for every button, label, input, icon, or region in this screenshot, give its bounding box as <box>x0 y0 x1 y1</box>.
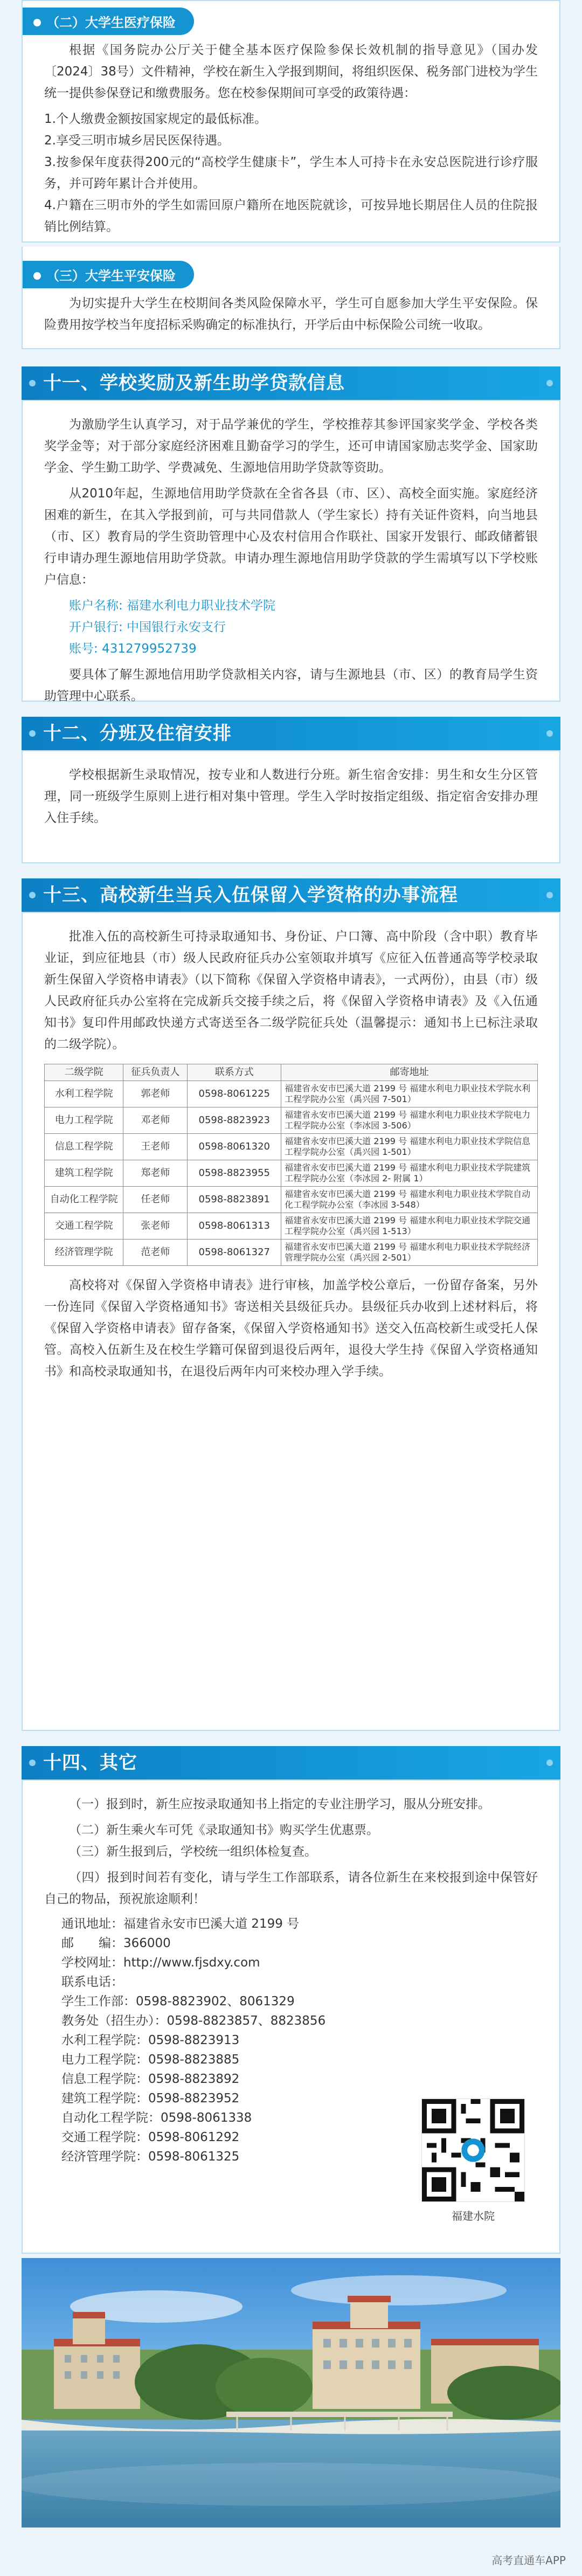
contact-person-cell: 郑老师 <box>123 1160 188 1187</box>
contact-line: 电力工程学院：0598-8823885 <box>61 2053 240 2067</box>
account-name: 账户名称: 福建水利电力职业技术学院 <box>69 599 276 613</box>
recruitment-contact-table <box>44 1064 538 1266</box>
phone-cell: 0598-8823955 <box>188 1160 281 1187</box>
loan-text: 从2010年起，生源地信用助学贷款在全省各县（市、区）、高校全面实施。家庭经济困难的新生，在其入学报到前，可与共同借款人（学生家长）持有关证件资料，向当地县（市、区）教育局的学生资助管理中心及农村信用合作联社、国家开发银行、邮政储蓄银行申请办理生源地信用助学贷款。申请办理生源地信用助学贷款的学生需填写以下学校账户信息： <box>44 487 538 587</box>
website-link[interactable]: 学校网址：http://www.fjsdxy.com <box>61 1956 260 1970</box>
table-header: 征兵负责人 <box>123 1064 188 1081</box>
contact-person-cell: 范老师 <box>123 1239 188 1266</box>
contact-person-cell: 张老师 <box>123 1213 188 1239</box>
contact-line: 学生工作部：0598-8823902、8061329 <box>61 1995 295 2009</box>
contact-line: 交通工程学院：0598-8061292 <box>61 2130 240 2144</box>
qr-caption: 福建水院 <box>452 2210 495 2222</box>
phone-cell: 0598-8061313 <box>188 1213 281 1239</box>
loan-contact-text: 要具体了解生源地信用助学贷款相关内容，请与生源地县（市、区）的教育局学生资助管理中心联系。 <box>44 668 538 703</box>
table-row <box>45 1160 538 1187</box>
section-12-card <box>22 750 560 863</box>
scholarship-text: 为激励学生认真学习，对于品学兼优的学生，学校推荐其参评国家奖学金、学校各类奖学金等；对于部分家庭经济困难且勤奋学习的学生，还可申请国家励志奖学金、国家助学金、学生勤工助学、学费减免、生源地信用助学贷款等资助。 <box>44 418 538 475</box>
contact-line: 邮 编：366000 <box>61 1936 171 1950</box>
college-cell: 信息工程学院 <box>45 1134 123 1160</box>
policy-item: 2.享受三明市城乡居民医保待遇。 <box>44 134 230 148</box>
qr-code-block <box>419 2099 527 2223</box>
policy-item: 4.户籍在三明市外的学生如需回原户籍所在地医院就诊，可按异地长期居住人员的住院报销比例结算。 <box>44 198 538 234</box>
contact-line: 自动化工程学院：0598-8061338 <box>61 2111 252 2125</box>
section-13-card <box>22 912 560 1731</box>
address-cell: 福建省永安市巴溪大道 2199 号 福建水利电力职业技术学院信息工程学院办公室（禹兴园 1-501） <box>281 1134 538 1160</box>
medical-insurance-intro: 根据《国务院办公厅关于健全基本医疗保险参保长效机制的指导意见》（国办发〔2024〕38号）文件精神，学校在新生入学报到期间，将组织医保、税务部门进校为学生统一提供参保登记和缴费服务。您在校参保期间可享受的政策待遇： <box>44 43 538 100</box>
table-header: 联系方式 <box>188 1064 281 1081</box>
table-row <box>45 1187 538 1213</box>
class-assignment-text: 学校根据新生录取情况，按专业和人数进行分班。新生宿舍安排：男生和女生分区管理，同一班级学生原则上进行相对集中管理。学生入学时按指定组级、指定宿舍安排办理入住手续。 <box>44 768 538 825</box>
accident-insurance-card <box>22 247 560 349</box>
section-12-title: 十二、分班及住宿安排 <box>22 717 560 750</box>
contact-person-cell: 郭老师 <box>123 1081 188 1107</box>
contact-person-cell: 任老师 <box>123 1187 188 1213</box>
other-item: （三）新生报到后，学校统一组织体检复查。 <box>69 1845 317 1859</box>
phone-cell: 0598-8061225 <box>188 1081 281 1107</box>
phone-cell: 0598-8061320 <box>188 1134 281 1160</box>
phone-cell: 0598-8823891 <box>188 1187 281 1213</box>
policy-item: 1.个人缴费金额按国家规定的最低标准。 <box>44 112 267 126</box>
policy-item: 3.按参保年度获得200元的“高校学生健康卡”，学生本人可持卡在永安总医院进行诊疗服务，并可跨年累计合并使用。 <box>44 155 538 191</box>
section-11-title: 十一、学校奖励及新生助学贷款信息 <box>22 366 560 400</box>
table-row <box>45 1107 538 1134</box>
table-header: 二级学院 <box>45 1064 123 1081</box>
college-cell: 建筑工程学院 <box>45 1160 123 1187</box>
other-item: （一）报到时，新生应按录取通知书上指定的专业注册学习，服从分班安排。 <box>69 1797 490 1811</box>
table-row <box>45 1081 538 1107</box>
contact-person-cell: 王老师 <box>123 1134 188 1160</box>
footer-watermark: 高考直通车APP <box>491 2554 566 2567</box>
college-cell: 经济管理学院 <box>45 1239 123 1266</box>
enlistment-text: 批准入伍的高校新生可持录取通知书、身份证、户口簿、高中阶段（含中职）教育毕业证，到应征地县（市）级人民政府征兵办公室领取并填写《应征入伍普通高等学校录取新生保留入学资格申请表》（以下简称《保留入学资格申请表》，一式两份），由县（市）级人民政府征兵办公室将在完成新兵交接手续之后，将《保留入学资格申请表》及《入伍通知书》复印件用邮政快递方式寄送至各二级学院征兵处（温馨提示：通知书上已标注录取的二级学院）。 <box>44 930 538 1051</box>
qr-code-icon <box>421 2099 525 2202</box>
address-cell: 福建省永安市巴溪大道 2199 号 福建水利电力职业技术学院交通工程学院办公室（禹兴园 1-513） <box>281 1213 538 1239</box>
contact-line: 水利工程学院：0598-8823913 <box>61 2033 240 2047</box>
address-cell: 福建省永安市巴溪大道 2199 号 福建水利电力职业技术学院水利工程学院办公室（禹兴园 7-501） <box>281 1081 538 1107</box>
section-11-card <box>22 400 560 702</box>
college-cell: 自动化工程学院 <box>45 1187 123 1213</box>
address-cell: 福建省永安市巴溪大道 2199 号 福建水利电力职业技术学院建筑工程学院办公室（李冰园 2- 附属 1） <box>281 1160 538 1187</box>
table-row <box>45 1134 538 1160</box>
other-item: （二）新生乘火车可凭《录取通知书》购买学生优惠票。 <box>69 1823 379 1837</box>
contact-person-cell: 邓老师 <box>123 1107 188 1134</box>
insurance-card <box>22 0 560 243</box>
contact-line: 教务处（招生办）：0598-8823857、8823856 <box>61 2014 326 2028</box>
phone-cell: 0598-8823923 <box>188 1107 281 1134</box>
accident-insurance-text: 为切实提升大学生在校期间各类风险保障水平，学生可自愿参加大学生平安保险。保险费用按学校当年度招标采购确定的标准执行，开学后由中标保险公司统一收取。 <box>44 296 538 332</box>
other-item: （四）报到时间若有变化，请与学生工作部联系，请各位新生在来校报到途中保管好自己的物品，预祝旅途顺利！ <box>44 1871 538 1906</box>
table-row <box>45 1213 538 1239</box>
address-cell: 福建省永安市巴溪大道 2199 号 福建水利电力职业技术学院电力工程学院办公室（李冰园 3-506） <box>281 1107 538 1134</box>
section-14-card <box>22 1779 560 2254</box>
contact-line: 联系电话： <box>61 1975 123 1989</box>
contact-line: 建筑工程学院：0598-8823952 <box>61 2092 240 2106</box>
college-cell: 电力工程学院 <box>45 1107 123 1134</box>
address-cell: 福建省永安市巴溪大道 2199 号 福建水利电力职业技术学院经济管理学院办公室（禹兴园 2-501） <box>281 1239 538 1266</box>
enlistment-process-text: 高校将对《保留入学资格申请表》进行审核，加盖学校公章后，一份留存备案，另外一份连同《保留入学资格通知书》寄送相关县级征兵办。县级征兵办收到上述材料后，将《保留入学资格申请表》留存备案，《保留入学资格通知书》送交入伍高校新生或受托人保管。高校入伍新生及在校生学籍可保留到退役后两年，退役大学生持《保留入学资格通知书》和高校录取通知书，在退役后两年内可来校办理入学手续。 <box>44 1278 538 1379</box>
contact-line: 经济管理学院：0598-8061325 <box>61 2150 240 2164</box>
campus-photo <box>22 2258 560 2527</box>
account-number: 账号: 431279952739 <box>69 642 197 656</box>
accident-insurance-heading: （三）大学生平安保险 <box>23 261 194 288</box>
medical-insurance-heading: （二）大学生医疗保险 <box>23 8 194 35</box>
college-cell: 交通工程学院 <box>45 1213 123 1239</box>
account-bank: 开户银行: 中国银行永安支行 <box>69 620 226 634</box>
section-13-title: 十三、高校新生当兵入伍保留入学资格的办事流程 <box>22 878 560 912</box>
contact-line: 通讯地址：福建省永安市巴溪大道 2199 号 <box>61 1917 300 1931</box>
phone-cell: 0598-8061327 <box>188 1239 281 1266</box>
table-header: 邮寄地址 <box>281 1064 538 1081</box>
address-cell: 福建省永安市巴溪大道 2199 号 福建水利电力职业技术学院自动化工程学院办公室（李冰园 3-548） <box>281 1187 538 1213</box>
table-row <box>45 1239 538 1266</box>
section-14-title: 十四、其它 <box>22 1746 560 1779</box>
contact-line: 信息工程学院：0598-8823892 <box>61 2072 240 2086</box>
college-cell: 水利工程学院 <box>45 1081 123 1107</box>
